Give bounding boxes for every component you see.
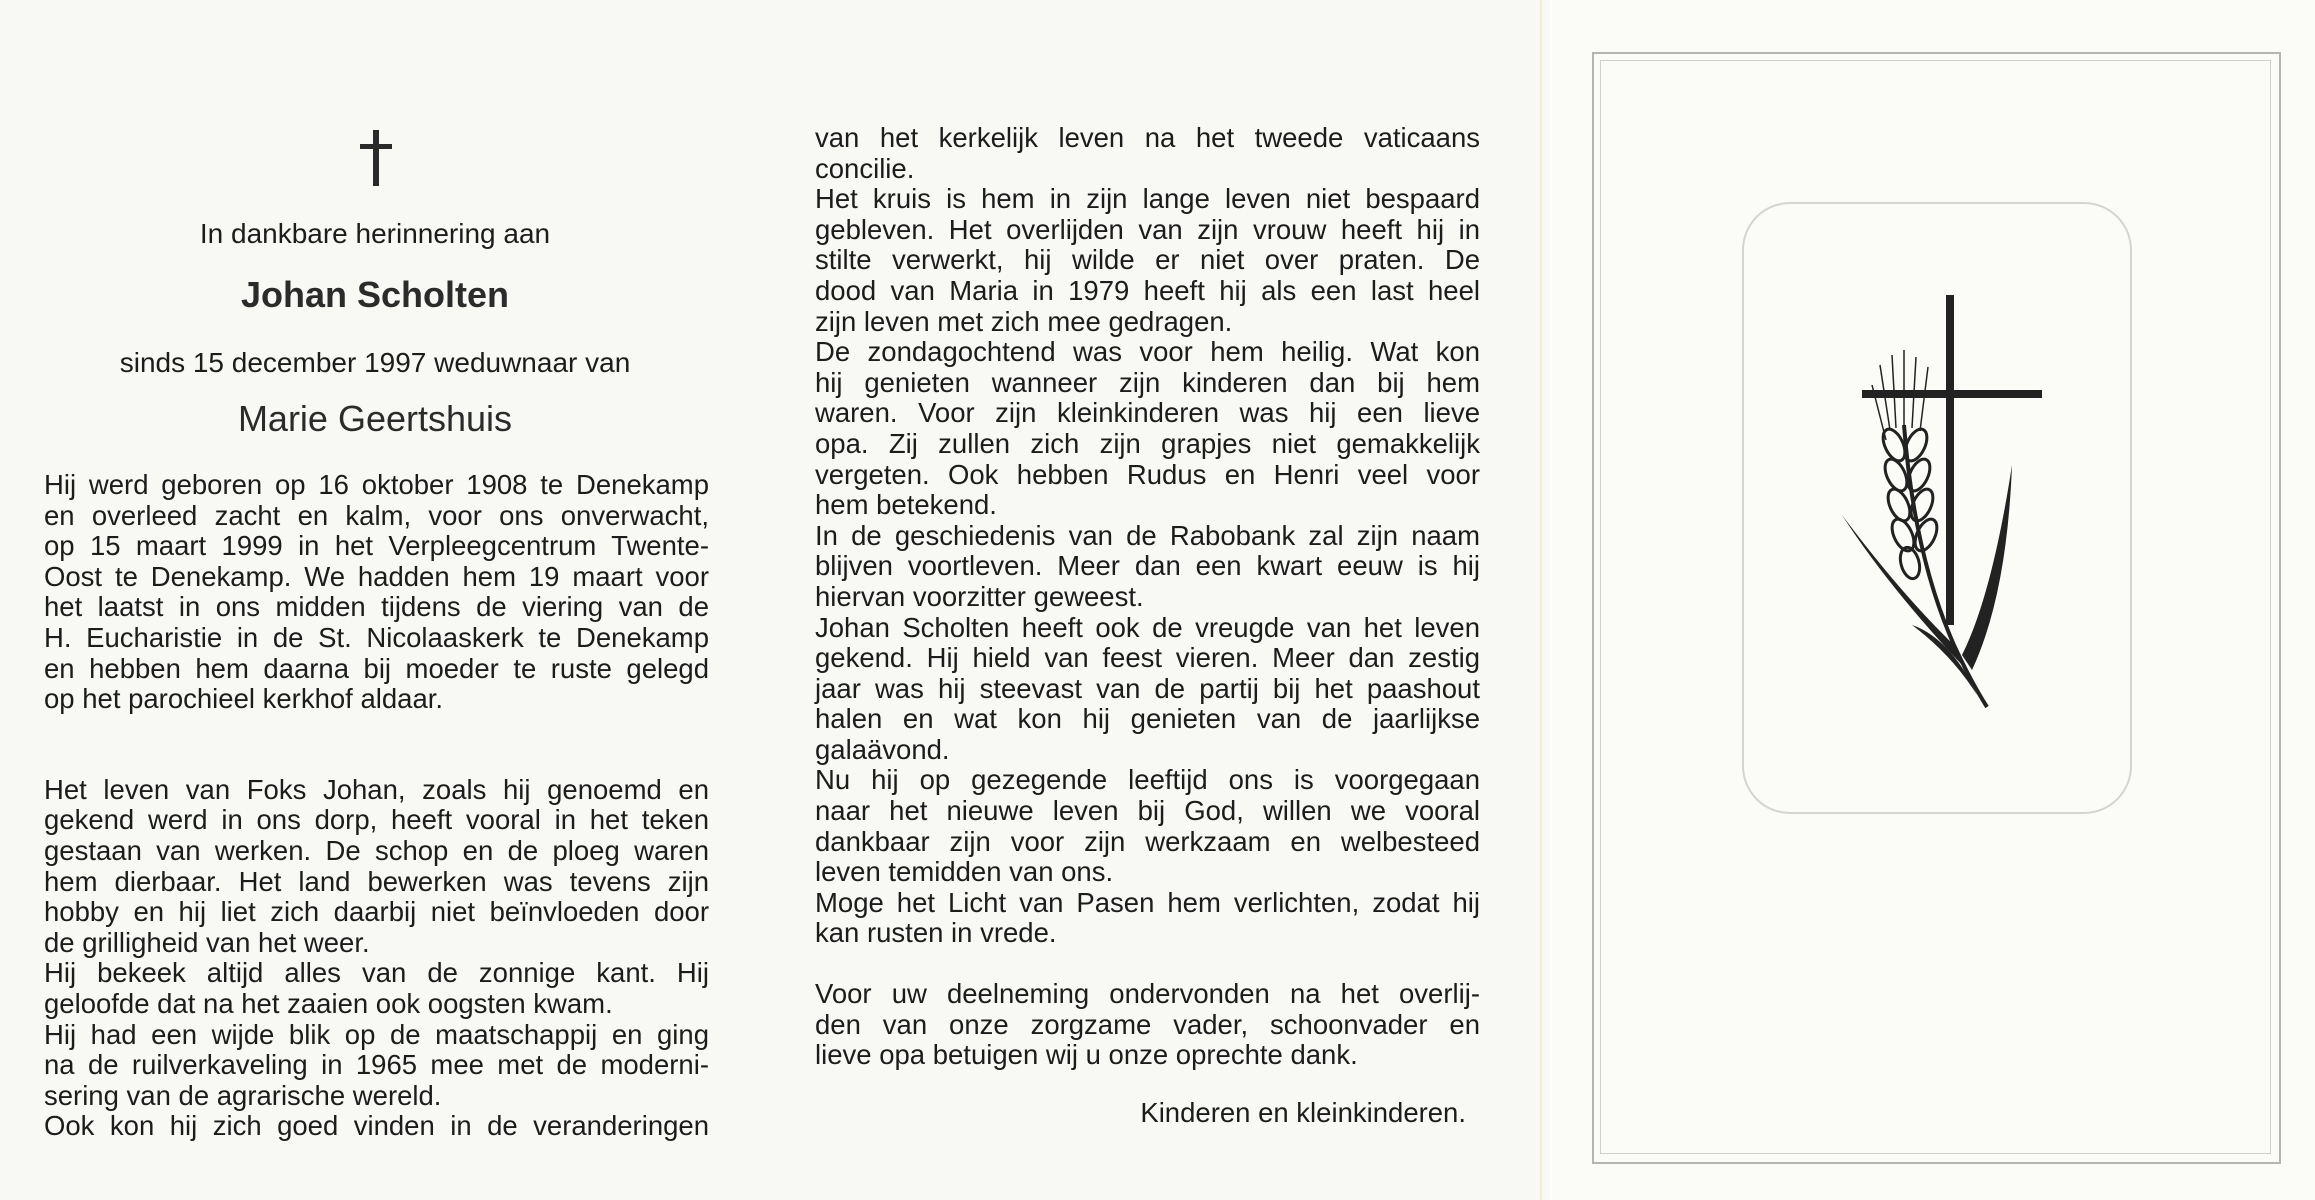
cross-icon [356, 128, 396, 188]
text-line: zijn leven met zich mee gedragen. [815, 305, 1233, 337]
text-line: geloofde dat na het zaaien ook oogsten kwam. [44, 987, 613, 1019]
text-column-right [815, 123, 1480, 1071]
text-line: gekend. Hij hield van feest vieren. Meer dan zestig [815, 642, 1480, 674]
remembrance-line: In dankbare herinnering aan [199, 218, 551, 249]
text-line: jaar was hij steevast van de partij bij het paashout [815, 672, 1480, 704]
text-line: Voor uw deelneming ondervonden na het overlij- [815, 978, 1480, 1010]
text-line: hij genieten wanneer zijn kinderen dan bij hem [815, 366, 1480, 398]
text-line: gebleven. Het overlijden van zijn vrouw heeft hij in [815, 213, 1480, 245]
text-line: Hij werd geboren op 16 oktober 1908 te Denekamp [44, 469, 709, 500]
spouse-name: Marie Geertshuis [237, 398, 513, 439]
text-line: blijven voortleven. Meer dan een kwart eeuw is hij [815, 550, 1480, 582]
paragraph [815, 765, 1480, 887]
text-line: Het kruis is hem in zijn lange leven niet bespaard [815, 183, 1480, 215]
text-line: en hebben hem daarna bij moeder te ruste gelegd [44, 652, 709, 684]
paragraph [815, 888, 1480, 949]
text-line: na de ruilverkaveling in 1965 mee met de moderni- [44, 1049, 709, 1081]
text-line: H. Eucharistie in de St. Nicolaaskerk te Denekamp [44, 621, 709, 653]
widower-line: sinds 15 december 1997 weduwnaar van [119, 347, 631, 378]
text-line: en overleed zacht en kalm, voor ons onverwacht, [44, 499, 709, 531]
text-line: hiervan voorzitter geweest. [815, 580, 1144, 612]
text-line: Oost te Denekamp. We hadden hem 19 maart voor [44, 560, 709, 592]
paragraph [815, 184, 1480, 337]
text-line: dankbaar zijn voor zijn werkzaam en welbesteed [815, 825, 1480, 857]
fold-line [1540, 0, 1542, 1200]
text-line: gestaan van werken. De schop en de ploeg waren [44, 834, 709, 866]
text-line: In de geschiedenis van de Rabobank zal zijn naam [815, 519, 1480, 551]
text-line: dood van Maria in 1979 heeft hij als een last heel [815, 274, 1480, 306]
paragraph [44, 1111, 709, 1142]
text-line: lieve opa betuigen wij u onze oprechte dank. [815, 1039, 1358, 1071]
text-line: de grilligheid van het weer. [44, 926, 370, 958]
signature: Kinderen en kleinkinderen. [1140, 1097, 1466, 1128]
text-line: vergeten. Ook hebben Rudus en Henri veel voor [815, 458, 1480, 490]
cross-with-wheat-icon [1842, 295, 2042, 715]
text-line: halen en wat kon hij genieten van de jaarlijkse [815, 703, 1480, 735]
text-column-left [44, 470, 709, 1142]
text-line: gekend werd in ons dorp, heeft vooral in het teken [44, 804, 709, 836]
text-line: Ook kon hij zich goed vinden in de veranderingen [44, 1110, 709, 1142]
paragraph [44, 470, 709, 715]
text-line: van het kerkelijk leven na het tweede vaticaans [815, 122, 1480, 153]
text-line: opa. Zij zullen zich zijn grapjes niet gemakkelijk [815, 427, 1480, 459]
text-line: sering van de agrarische wereld. [44, 1079, 442, 1111]
text-line: op 15 maart 1999 in het Verpleegcentrum Twente- [44, 530, 709, 562]
text-line: Nu hij op gezegende leeftijd ons is voorgegaan [815, 764, 1480, 796]
paragraph [44, 1020, 709, 1112]
text-line: op het parochieel kerkhof aldaar. [44, 683, 444, 715]
text-line: hem dierbaar. Het land bewerken was tevens zijn [44, 865, 709, 897]
text-line: De zondagochtend was voor hem heilig. Wat kon [815, 336, 1480, 368]
text-line: Hij bekeek altijd alles van de zonnige kant. Hij [44, 957, 709, 989]
paragraph [815, 521, 1480, 613]
text-line: concilie. [815, 152, 915, 184]
paragraph [815, 979, 1480, 1071]
paragraph [815, 613, 1480, 766]
text-line: leven temidden van ons. [815, 856, 1114, 888]
paragraph [815, 123, 1480, 184]
text-line: waren. Voor zijn kleinkinderen was hij een lieve [815, 397, 1480, 429]
text-line: het laatst in ons midden tijdens de viering van de [44, 591, 709, 623]
paragraph [44, 958, 709, 1019]
paragraph [44, 775, 709, 959]
deceased-name: Johan Scholten [240, 274, 510, 315]
text-line: hobby en hij liet zich daarbij niet beïnvloeden door [44, 896, 709, 928]
text-line: stilte verwerkt, hij wilde er niet over praten. De [815, 244, 1480, 276]
text-line: Moge het Licht van Pasen hem verlichten, zodat hij [815, 886, 1480, 918]
text-line: den van onze zorgzame vader, schoonvader en [815, 1008, 1480, 1040]
text-line: Hij had een wijde blik op de maatschappij en ging [44, 1018, 709, 1050]
text-line: hem betekend. [815, 489, 997, 521]
text-line: Het leven van Foks Johan, zoals hij genoemd en [44, 773, 709, 805]
text-line: naar het nieuwe leven bij God, willen we vooral [815, 795, 1480, 827]
paragraph [815, 337, 1480, 521]
text-line: galaävond. [815, 733, 950, 765]
text-line: Johan Scholten heeft ook de vreugde van het leven [815, 611, 1480, 643]
text-line: kan rusten in vrede. [815, 917, 1057, 949]
